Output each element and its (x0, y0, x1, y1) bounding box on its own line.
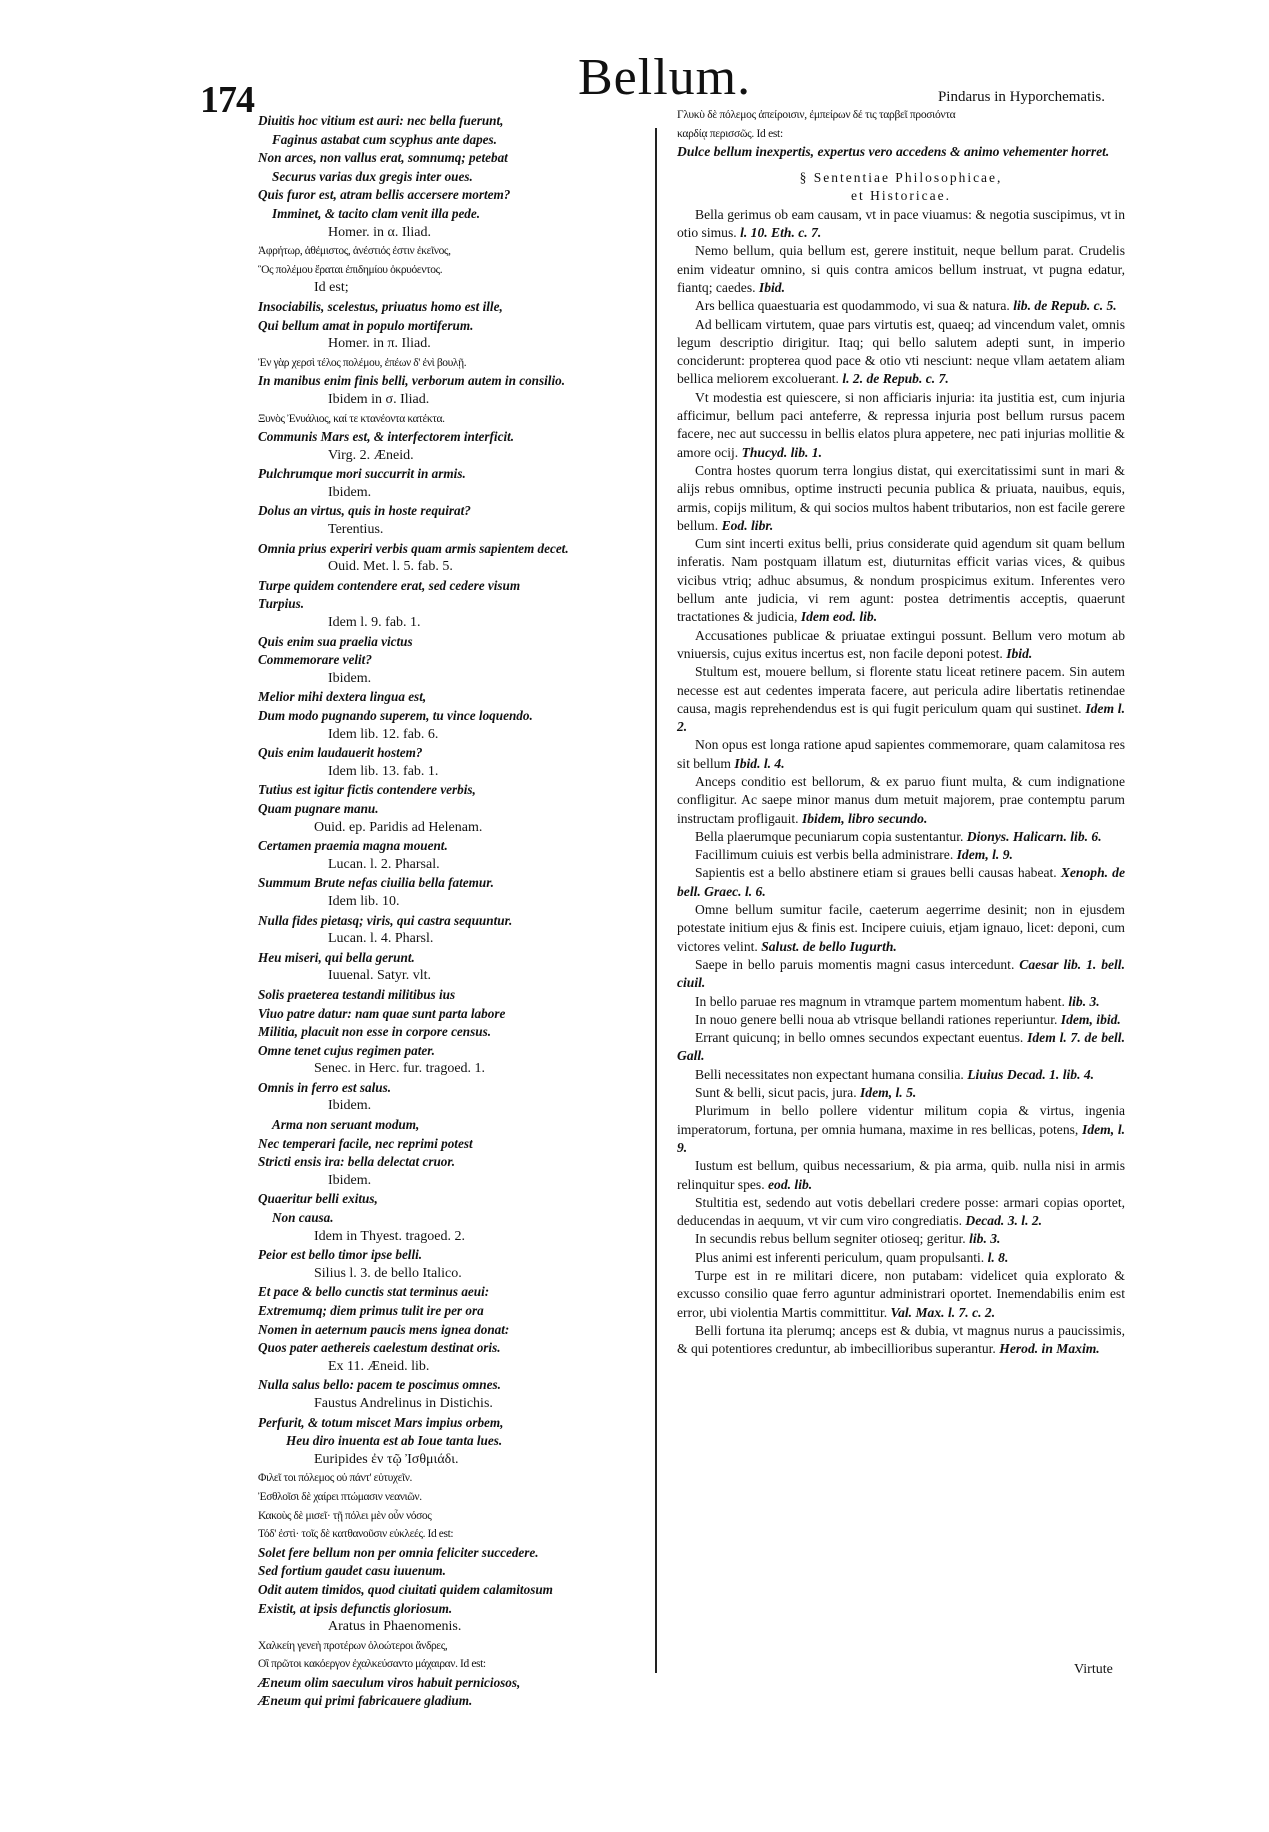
sententia-reference: Salust. de bello Iugurth. (761, 938, 897, 954)
verse-line: Stricti ensis ira: bella delectat cruor. (258, 1154, 456, 1170)
greek-verse-line: Ἐν γὰρ χερσὶ τέλος πολέμου, ἐπέων δ' ἐνὶ βουλῇ. (258, 356, 467, 369)
verse-line: Perfurit, & totum miscet Mars impius orbem, (258, 1414, 504, 1430)
verse-line: Heu miseri, qui bella gerunt. (258, 949, 415, 965)
sententia-paragraph (677, 846, 1125, 864)
sententia-text: Non opus est longa ratione apud sapientes commemorare, quam calamitosa res sit bellum (677, 737, 1125, 771)
sententia-text: Facillimum cuiuis est verbis bella administrare. (695, 847, 954, 863)
verse-line: Non causa. (272, 1210, 334, 1226)
greek-verse-line: Ὃς πολέμου ἔραται ἐπιδημίου ὀκρυόεντος. (258, 263, 443, 276)
column-rule (655, 128, 657, 1673)
sententia-text: Stultitia est, sedendo aut votis debellari credere posse: armari copias oportet, deducendas in aequum, vt vir cum viro congrediatis. (677, 1194, 1125, 1229)
sententia-paragraph (677, 627, 1125, 664)
greek-line: καρδίᾳ περισσῶς. Id est: (677, 127, 783, 140)
sententia-text: Stultum est, mouere bellum, si florente statu liceat retinere pacem. Sin autem necesse est aut cedentes imperata facere, aut pericula adire libertatis retinendae causa, magis reprehendendus est is qui fugit periculum quam qui sustinet. (677, 664, 1125, 716)
sententia-reference: Ibid. (1006, 645, 1033, 661)
verse-line: Turpius. (258, 596, 305, 612)
sententia-text: Sapientis est a bello abstinere etiam si graues belli causas habeat. (695, 865, 1057, 881)
sententiae-list (677, 206, 1125, 1359)
greek-verse-line: Κακοὺς δὲ μισεῖ· τῇ πόλει μὲν οὖν νόσος (258, 1509, 432, 1522)
greek-verse-line: Τόδ' ἐστὶ· τοῖς δὲ κατθανοῦσιν εὐκλεές. Id est: (258, 1528, 454, 1541)
sententia-text: Bella plaerumque pecuniarum copia sustentantur. (695, 828, 964, 844)
sententia-text: Ars bellica quaestuaria est quodammodo, vi sua & natura. (695, 298, 1010, 314)
sententia-paragraph (677, 1322, 1125, 1359)
sententia-reference: Thucyd. lib. 1. (741, 444, 822, 460)
latin-quote: Dulce bellum inexpertis, expertus vero accedens & animo vehementer horret. (677, 143, 1110, 159)
greek-verse-line: Χαλκείη γενεὴ προτέρων ὀλοώτεροι ἄνδρες, (258, 1639, 448, 1652)
sententia-text: Plurimum in bello pollere videntur militum copia & virtus, ingenia imperatorum, fortuna, per omnia humana, maxime in res bellicas, potens, (677, 1103, 1125, 1137)
sententia-text: Ad bellicam virtutem, quae pars virtutis est, quaeq; ad vincendum valet, omnis legum descriptio dirigitur. Itaq; qui bello salutem adepti sunt, in imperio conciderunt: propterea quod pace & otio vti nesciunt: neque vllam aetatem aliam bellica meliorem excoluerant. (677, 316, 1125, 387)
verse-line: Nec temperari facile, nec reprimi potest (258, 1135, 473, 1151)
verse-line: Solis praeterea testandi militibus ius (258, 986, 456, 1002)
sententia-reference: Ibidem, libro secundo. (801, 810, 928, 826)
source-citation: Ibidem. (328, 484, 372, 500)
verse-line: Quam pugnare manu. (258, 800, 379, 816)
sententia-paragraph (677, 1029, 1125, 1066)
verse-line: Quis furor est, atram bellis accersere mortem? (258, 187, 511, 203)
sententia-text: Anceps conditio est bellorum, & ex paruo fiunt multa, & cum indignatione confligitur. Ac saepe minor manus dum metuit majorem, prae contemptu parum instructam profligauit. (677, 773, 1125, 826)
source-citation: Idem lib. 13. fab. 1. (328, 763, 439, 779)
sententia-paragraph (677, 1194, 1125, 1231)
left-column (258, 112, 658, 1711)
sententia-text: In secundis rebus bellum segniter otioseq; geritur. (695, 1231, 966, 1247)
sententia-reference: Idem, ibid. (1060, 1011, 1121, 1027)
source-citation: Virg. 2. Æneid. (328, 447, 414, 463)
verse-line: Turpe quidem contendere erat, sed cedere visum (258, 577, 521, 593)
greek-verse-line: Οἳ πρῶτοι κακόεργον ἐχαλκεύσαντο μάχαιραν. Id est: (258, 1658, 486, 1671)
sententia-reference: Idem eod. lib. (800, 609, 878, 625)
verse-line: Pulchrumque mori succurrit in armis. (258, 466, 466, 482)
source-citation: Ibidem in σ. Iliad. (328, 391, 430, 407)
greek-verse-line: Φιλεῖ τοι πόλεμος οὐ πάντ' εὐτυχεῖν. (258, 1472, 412, 1485)
source-citation: Ex 11. Æneid. lib. (328, 1358, 430, 1374)
sententia-reference: Dionys. Halicarn. lib. 6. (966, 828, 1102, 844)
sententia-reference: Xenoph. de bell. Graec. l. 6. (677, 865, 1125, 899)
greek-line: Γλυκὺ δὲ πόλεμος ἀπείροισιν, ἐμπείρων δέ τις ταρβεῖ προσιόντα (677, 109, 956, 122)
verse-line: Communis Mars est, & interfectorem interficit. (258, 429, 515, 445)
verse-line: Peior est bello timor ipse belli. (258, 1247, 423, 1263)
verse-line: Dolus an virtus, quis in hoste requirat? (258, 503, 471, 519)
verse-line: Non arces, non vallus erat, somnumq; petebat (258, 150, 508, 166)
sententia-paragraph (677, 242, 1125, 297)
sententia-reference: lib. 3. (1068, 993, 1100, 1009)
source-citation: Homer. in α. Iliad. (328, 224, 431, 240)
source-citation: Idem l. 9. fab. 1. (328, 615, 421, 631)
verse-line: Sed fortium gaudet casu iuuenum. (258, 1563, 446, 1579)
source-citation: Ibidem. (328, 1098, 372, 1114)
sententia-paragraph (677, 901, 1125, 956)
source-heading: Pindarus in Hyporchematis. (937, 89, 1105, 105)
sententia-text: In bello paruae res magnum in vtramque partem momentum habent. (695, 993, 1065, 1009)
sententia-text: Omne bellum sumitur facile, caeterum aegerrime desinit; non in ejusdem potestate initium ejus & finis est. Incipere cuiuis, etjam ignauo, licet: deponi, cum victores velint. (677, 902, 1125, 954)
sententia-text: Bella gerimus ob eam causam, vt in pace viuamus: & negotia suscipimus, vt in otio simus. (677, 206, 1125, 241)
source-citation: Silius l. 3. de bello Italico. (314, 1265, 462, 1281)
source-citation: Terentius. (328, 522, 384, 538)
verse-line: Omnis in ferro est salus. (258, 1079, 392, 1095)
verse-line: Quis enim sua praelia victus (258, 633, 413, 649)
verse-line: Qui bellum amat in populo mortiferum. (258, 317, 474, 333)
verse-line: Viuo patre datur: nam quae sunt parta labore (258, 1005, 506, 1021)
source-citation: Senec. in Herc. fur. tragoed. 1. (314, 1061, 486, 1077)
source-citation: Faustus Andrelinus in Distichis. (314, 1395, 493, 1411)
sententia-reference: lib. 3. (969, 1231, 1001, 1247)
sententia-reference: Idem, l. 9. (956, 847, 1013, 863)
sententia-reference: Ibid. (758, 279, 785, 295)
verse-line: Et pace & bello cunctis stat terminus aeui: (258, 1284, 490, 1300)
verse-line: Summum Brute nefas ciuilia bella fatemur. (258, 875, 494, 891)
sententia-paragraph (677, 1066, 1125, 1084)
sententia-reference: Idem, l. 9. (677, 1121, 1125, 1155)
sententia-text: Errant quicunq; in bello omnes secundos expectant euentus. (695, 1030, 1024, 1046)
sententia-reference: Val. Max. l. 7. c. 2. (890, 1304, 996, 1320)
sententia-text: Iustum est bellum, quibus necessarium, & pia arma, quib. nulla nisi in armis relinquitur spes. (677, 1158, 1125, 1192)
section-subtitle: et Historicae. (851, 188, 951, 204)
verse-line: Melior mihi dextera lingua est, (258, 689, 427, 705)
sententia-text: Saepe in bello paruis momentis magni casus intercedunt. (695, 956, 1015, 972)
sententia-paragraph (677, 535, 1125, 626)
verse-line: Omne tenet cujus regimen pater. (258, 1042, 435, 1058)
sententia-reference: Decad. 3. l. 2. (965, 1213, 1043, 1229)
verse-line: Solet fere bellum non per omnia feliciter succedere. (258, 1544, 539, 1560)
sententia-reference: Idem l. 2. (677, 700, 1125, 735)
verse-line: Dum modo pugnando superem, tu vince loquendo. (258, 708, 533, 723)
verse-line: Tutius est igitur fictis contendere verbis, (258, 782, 476, 798)
sententia-reference: Eod. libr. (721, 517, 774, 533)
sententia-reference: Liuius Decad. 1. lib. 4. (967, 1066, 1095, 1082)
sententia-paragraph (677, 993, 1125, 1011)
greek-verse-line: Ἐσθλοῖσι δὲ χαίρει πτώμασιν νεανιῶν. (258, 1490, 422, 1503)
sententia-text: Turpe est in re militari dicere, non putabam: videlicet quia explorato & excusso consilio quae ferro aguntur administrari oportet. Inemendabilis enim est error, ubi violentia Martis committitur. (677, 1268, 1125, 1320)
catchword: Virtute (1074, 1662, 1113, 1677)
sententia-reference: Caesar lib. 1. bell. ciuil. (677, 956, 1125, 991)
source-citation: Euripides ἐν τῷ Ἰσθμιάδι. (314, 1451, 459, 1467)
sententia-text: Belli necessitates non expectant humana consilia. (695, 1066, 964, 1082)
sententia-reference: Herod. in Maxim. (999, 1341, 1100, 1357)
verse-line: Certamen praemia magna mouent. (258, 838, 448, 854)
verse-line: Æneum qui primi fabricauere gladium. (258, 1693, 473, 1709)
verse-line: Omnia prius experiri verbis quam armis sapientem decet. (258, 540, 569, 556)
sententia-paragraph (677, 297, 1125, 315)
right-column (677, 88, 1125, 1358)
sententia-reference: l. 2. de Repub. c. 7. (842, 371, 949, 387)
sententia-text: In nouo genere belli noua ab vtrisque bellandi rationes reperiuntur. (695, 1011, 1058, 1027)
verse-line: Commemorare velit? (258, 652, 372, 668)
sententia-paragraph (677, 1267, 1125, 1322)
source-citation: Idem lib. 12. fab. 6. (328, 726, 439, 742)
sententia-paragraph (677, 1230, 1125, 1248)
sententia-paragraph (677, 1084, 1125, 1102)
verse-line: Quis enim laudauerit hostem? (258, 745, 423, 761)
sententia-paragraph (677, 864, 1125, 901)
sententia-paragraph (677, 206, 1125, 243)
verse-line: Militia, placuit non esse in corpore census. (258, 1024, 492, 1040)
sententia-paragraph (677, 773, 1125, 828)
sententia-text: Contra hostes quorum terra longius distat, qui exercitatissimi sunt in mari & alijs rebus omnibus, optime instructi pecunia publica & priuata, nauibus, equis, armis, copijs militum, & qui socios multos habent tributarios, non est facile gerere bellum. (677, 462, 1125, 533)
verse-line: Æneum olim saeculum viros habuit perniciosos, (258, 1674, 521, 1690)
sententia-text: Cum sint incerti exitus belli, prius considerate quid agendum sit quam bellum inferatis. Nam postquam illatum est, diuturnitas efficit varias vices, & quibus vicibus vtriq; adhuc absumus, & nondum prospicimus exitum. Inferentes vero bellum ante judicia, vi rem agunt: postea detrimentis acceptis, quaerunt tractationes & judicia, (677, 536, 1125, 625)
sententia-paragraph (677, 736, 1125, 773)
sententia-paragraph (677, 1157, 1125, 1194)
sententia-text: Nemo bellum, quia bellum est, gerere instituit, neque bellum parat. Crudelis enim videatur omnino, si quis contra amicos bellum instruat, vt pugna edatur, fiantq; caedes. (677, 243, 1125, 295)
verse-line: Heu diro inuenta est ab Ioue tanta lues. (286, 1433, 503, 1449)
greek-verse-line: Ἀφρήτωρ, ἀθέμιστος, ἀνέστιός ἐστιν ἐκεῖνος, (258, 245, 451, 258)
verse-line: Insociabilis, scelestus, priuatus homo est ille, (258, 298, 503, 314)
sententia-paragraph (677, 1011, 1125, 1029)
source-citation: Iuuenal. Satyr. vlt. (328, 968, 432, 984)
sententia-text: Plus animi est inferenti periculum, quam propulsanti. (695, 1249, 985, 1265)
verse-line: Arma non seruant modum, (272, 1117, 420, 1133)
greek-verse-line: Ξυνὸς Ἐνυάλιος, καί τε κτανέοντα κατέκτα. (258, 412, 445, 425)
source-citation: Idem in Thyest. tragoed. 2. (314, 1228, 465, 1244)
sententia-paragraph (677, 316, 1125, 389)
source-citation: Ibidem. (328, 1172, 372, 1188)
sententia-paragraph (677, 462, 1125, 535)
verse-line: Extremumq; diem primus tulit ire per ora (258, 1303, 484, 1318)
verse-line: Nulla salus bello: pacem te poscimus omnes. (258, 1377, 501, 1393)
source-citation: Homer. in π. Iliad. (328, 336, 431, 352)
verse-line: Imminet, & tacito clam venit illa pede. (272, 205, 481, 221)
running-headword: Bellum. (578, 49, 752, 106)
sententia-text: Belli fortuna ita plerumq; anceps est & dubia, vt magnus nurus a paucissimis, & qui potentiores creduntur, ab imbecillioribus superantur. (677, 1322, 1125, 1357)
verse-line: Securus varias dux gregis inter oues. (272, 168, 473, 184)
sententia-reference: eod. lib. (768, 1176, 813, 1192)
verse-line: Existit, at ipsis defunctis gloriosum. (258, 1600, 453, 1616)
verse-line: Faginus astabat cum scyphus ante dapes. (272, 131, 497, 147)
source-citation: Ibidem. (328, 670, 372, 686)
section-title: § Sententiae Philosophicae, (799, 170, 1003, 186)
verse-line: Nulla fides pietasq; viris, qui castra sequuntur. (258, 912, 513, 928)
verse-line: Diuitis hoc vitium est auri: nec bella fuerunt, (258, 113, 504, 128)
verse-line: In manibus enim finis belli, verborum autem in consilio. (258, 373, 566, 389)
source-citation: Ouid. Met. l. 5. fab. 5. (328, 559, 453, 575)
sententia-paragraph (677, 956, 1125, 993)
source-citation: Lucan. l. 4. Pharsl. (328, 931, 434, 947)
sententia-reference: Idem l. 7. de bell. Gall. (677, 1030, 1125, 1064)
sententia-reference: lib. de Repub. c. 5. (1013, 298, 1117, 314)
source-citation: Id est; (314, 280, 349, 296)
source-citation: Ouid. ep. Paridis ad Helenam. (314, 819, 483, 835)
sententia-paragraph (677, 389, 1125, 462)
sententia-paragraph (677, 1249, 1125, 1267)
sententia-text: Sunt & belli, sicut pacis, jura. (695, 1085, 857, 1101)
verse-line: Quos pater aethereis caelestum destinat oris. (258, 1340, 501, 1356)
page-number: 174 (200, 79, 254, 121)
verse-line: Quaeritur belli exitus, (258, 1191, 378, 1207)
sententia-text: Vt modestia est quiescere, si non afficiaris injuria: ita justitia est, cum injuria afficimur, bellum paci anteferre, & repressa injuria post bellum rursus pacem facere, nec aut successu in bellis elatos plura appetere, nec pati injurias mollitie & amore ocij. (677, 389, 1125, 460)
sententia-reference: l. 10. Eth. c. 7. (740, 225, 822, 241)
verse-line: Odit autem timidos, quod ciuitati quidem calamitosum (258, 1581, 553, 1597)
sententia-paragraph (677, 828, 1125, 846)
sententia-text: Accusationes publicae & priuatae extingui possunt. Bellum vero motum ab vniuersis, cujus exitus incertus est, non facile deponi potest. (677, 627, 1125, 661)
sententia-reference: Idem, l. 5. (860, 1085, 917, 1101)
source-citation: Lucan. l. 2. Pharsal. (328, 856, 440, 872)
source-citation: Idem lib. 10. (328, 893, 400, 909)
sententia-paragraph (677, 663, 1125, 736)
source-citation: Aratus in Phaenomenis. (328, 1619, 462, 1635)
sententia-reference: l. 8. (987, 1249, 1009, 1265)
sententia-paragraph (677, 1102, 1125, 1157)
sententia-reference: Ibid. l. 4. (734, 755, 785, 771)
verse-line: Nomen in aeternum paucis mens ignea donat: (258, 1321, 510, 1337)
